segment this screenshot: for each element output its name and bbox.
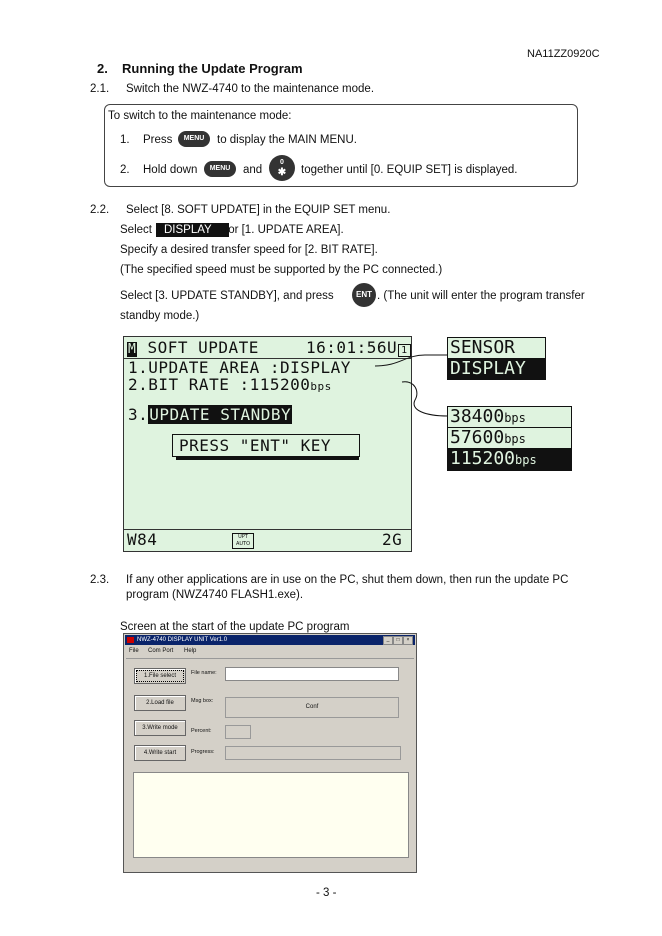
maintenance-title: To switch to the maintenance mode: <box>108 110 292 122</box>
load-file-button[interactable]: 2.Load file <box>134 695 186 711</box>
step-2-2-number: 2.2. <box>90 204 110 216</box>
minimize-button[interactable]: _ <box>383 636 393 645</box>
write-start-button[interactable]: 4.Write start <box>134 745 186 761</box>
page-number: - 3 - <box>316 887 337 899</box>
option-38400 <box>447 406 572 429</box>
option-115200-value: 115200 <box>450 448 516 469</box>
log-textarea[interactable] <box>133 772 409 858</box>
section-number: 2. <box>97 61 108 76</box>
percent-field <box>225 725 251 739</box>
maximize-button[interactable]: □ <box>393 636 403 645</box>
option-57600 <box>447 427 572 450</box>
menu-key-icon: MENU <box>204 161 236 177</box>
step-2-2-l1b: for [1. UPDATE AREA]. <box>225 224 344 236</box>
msg-box-label: Msg box: <box>191 698 214 704</box>
zero-key-label: 0 <box>280 159 284 166</box>
bps-unit: bps <box>515 453 537 467</box>
step-2-1-text: Switch the NWZ-4740 to the maintenance mode. <box>126 83 375 95</box>
lcd-row-update-standby <box>128 406 292 424</box>
menu-com-port[interactable]: Com Port <box>148 648 174 654</box>
maint-step1-number: 1. <box>120 134 130 146</box>
app-icon <box>127 637 134 643</box>
maint-step2-text-a: Hold down <box>143 164 198 176</box>
lcd-bit-rate-value: 2.BIT RATE :115200 <box>128 375 311 394</box>
lcd-standby-label: UPDATE STANDBY <box>149 405 292 424</box>
lcd-screen <box>123 336 412 552</box>
step-2-2-l1a: Select <box>120 224 152 236</box>
step-2-2-l4a: Select [3. UPDATE STANDBY], and press <box>120 290 334 302</box>
step-2-2-l3: (The specified speed must be supported by the PC connected.) <box>120 264 443 276</box>
maint-step2-text-b: together until [0. EQUIP SET] is displayed. <box>301 164 518 176</box>
option-display: DISPLAY <box>447 358 546 380</box>
menu-mode-icon: M <box>128 342 137 357</box>
ent-key-icon: ENT <box>352 283 376 307</box>
lcd-standby-number: 3. <box>128 405 149 424</box>
maint-step2-number: 2. <box>120 164 130 176</box>
option-sensor: SENSOR <box>447 337 546 359</box>
percent-label: Percent: <box>191 728 212 734</box>
write-mode-button[interactable]: 3.Write mode <box>134 720 186 736</box>
msg-box: Conf <box>225 697 399 718</box>
update-program-window <box>123 633 417 873</box>
window-title: NWZ-4740 DISPLAY UNIT Ver1.0 <box>137 637 228 643</box>
step-2-2-l5: standby mode.) <box>120 310 200 322</box>
file-name-label: File name: <box>191 670 217 676</box>
step-2-3-l1: If any other applications are in use on the PC, shut them down, then run the update PC <box>126 574 569 586</box>
lcd-bps-unit: bps <box>310 380 332 393</box>
maint-step1-text-b: to display the MAIN MENU. <box>217 134 357 146</box>
display-highlight: DISPLAY <box>156 223 229 237</box>
step-2-2-l2: Specify a desired transfer speed for [2. BIT RATE]. <box>120 244 378 256</box>
doc-code: NA11ZZ0920C <box>527 48 600 60</box>
lcd-row-update-area: 1.UPDATE AREA :DISPLAY <box>128 358 351 377</box>
option-115200 <box>447 448 572 471</box>
step-2-1-number: 2.1. <box>90 83 110 95</box>
maint-step1-text-a: Press <box>143 134 173 146</box>
maint-step2-and: and <box>243 164 263 176</box>
upt-auto-icon: UPT AUTO <box>232 533 254 549</box>
step-2-3-l2: program (NWZ4740 FLASH1.exe). <box>126 589 304 601</box>
press-ent-message: PRESS "ENT" KEY <box>172 434 360 457</box>
lcd-footer-right: 2G <box>382 530 403 549</box>
zero-key-icon <box>269 155 295 181</box>
file-select-button[interactable]: 1.File select <box>134 668 186 684</box>
asterisk-key-label: ✱ <box>277 167 287 178</box>
step-2-2-text: Select [8. SOFT UPDATE] in the EQUIP SET menu. <box>126 204 391 216</box>
bps-unit: bps <box>504 411 526 425</box>
menu-help[interactable]: Help <box>184 648 197 654</box>
screen-caption: Screen at the start of the update PC program <box>120 621 350 633</box>
file-name-input[interactable] <box>225 667 399 681</box>
close-button[interactable]: × <box>403 636 413 645</box>
section-title: Running the Update Program <box>122 61 303 76</box>
progress-label: Progress: <box>191 749 215 755</box>
option-38400-value: 38400 <box>450 406 505 427</box>
step-2-3-number: 2.3. <box>90 574 110 586</box>
step-2-2-l4b: . (The unit will enter the program transfer <box>377 290 585 302</box>
menu-file[interactable]: File <box>129 648 139 654</box>
lcd-u-label: U <box>387 338 398 357</box>
option-57600-value: 57600 <box>450 427 505 448</box>
lcd-time: 16:01:56 <box>306 338 388 357</box>
lcd-footer-left: W84 <box>127 530 158 549</box>
lcd-row-bit-rate <box>128 376 332 396</box>
window-titlebar <box>125 635 415 645</box>
menu-key-icon: MENU <box>178 131 210 147</box>
lcd-u-icon: U 1 <box>387 339 411 360</box>
progress-bar <box>225 746 401 760</box>
bps-unit: bps <box>504 432 526 446</box>
lcd-title: SOFT UPDATE <box>147 338 259 357</box>
